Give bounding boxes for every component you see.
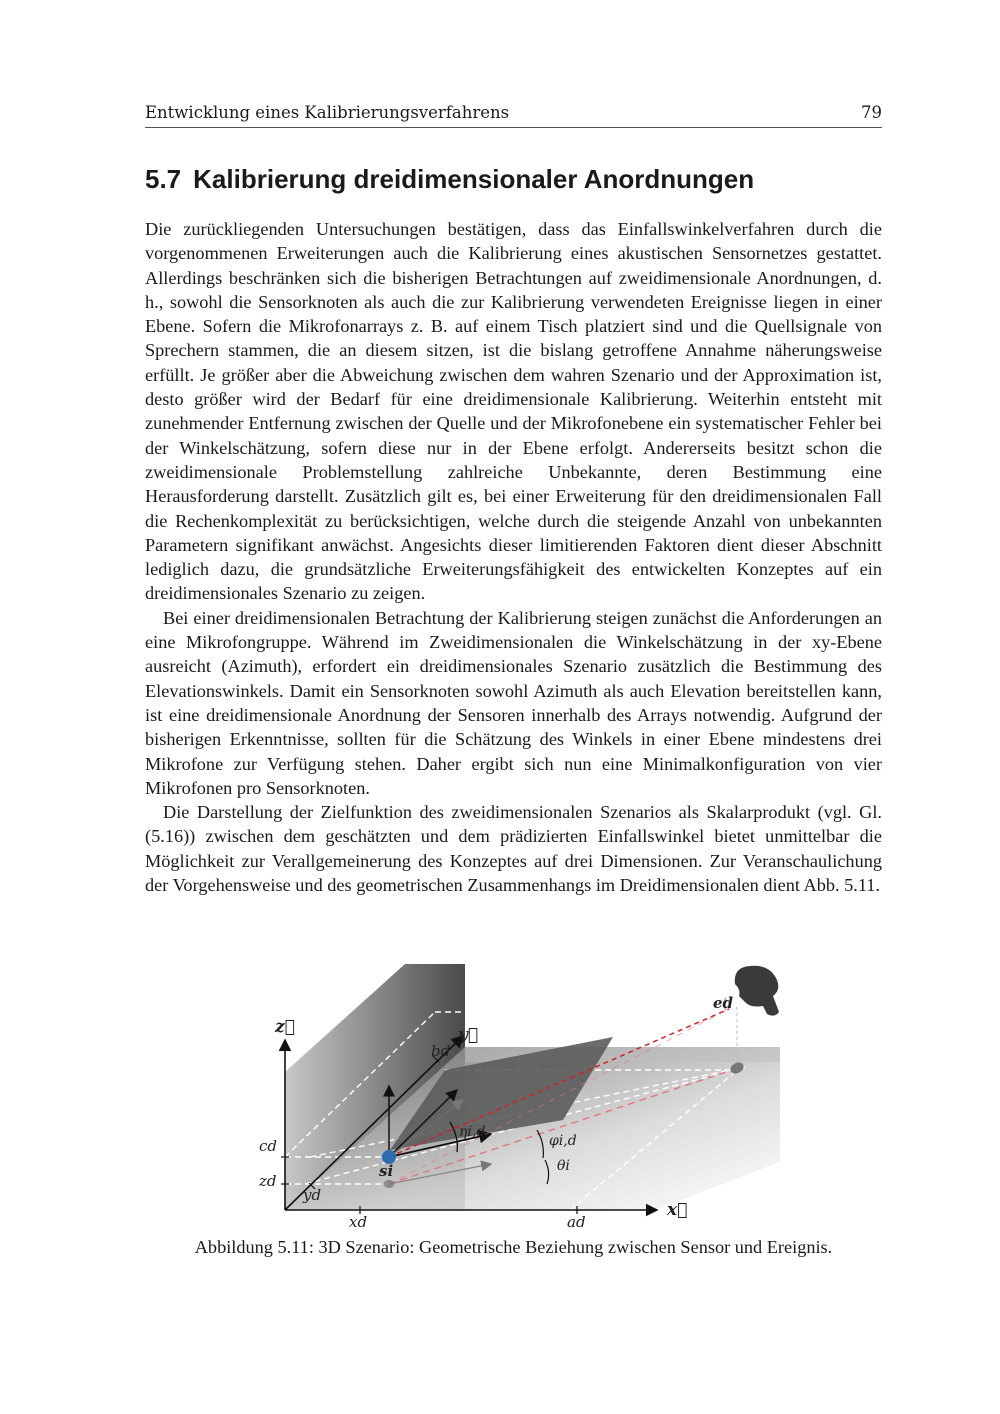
page-number: 79 bbox=[861, 103, 882, 122]
label-x-axis: x⃗ bbox=[667, 1200, 688, 1220]
label-a-d: ad bbox=[567, 1213, 586, 1231]
section-number: 5.7 bbox=[145, 164, 182, 194]
label-y-d: yd bbox=[303, 1186, 322, 1204]
label-s-i: si bbox=[379, 1162, 394, 1180]
paragraph-1: Die zurückliegenden Untersuchungen bestätigen, dass das Einfallswinkelverfahren durch die vorgenommenen Erweiterungen auch die Kalibrierung eines akustischen Sensornetzes gestattet. Allerdings beschränken sich die bisherigen Betrachtungen auf zweidimensionale Anordnungen, d. h., sowohl die Sensorknoten als auch die zur Kalibrierung verwendeten Ereignisse liegen in einer Ebene. Sofern die Mikrofonarrays z. B. auf einem Tisch platziert sind und die Quellsignale von Sprechern stammen, die an diesem sitzen, ist die bislang getroffene Annahme näherungsweise erfüllt. Je größer aber die Abweichung zwischen dem wahren Szenario und der Approximation ist, desto größer wird der Bedarf für eine dreidimensionale Kalibrierung. Weiterhin entsteht mit zunehmender Entfernung zwischen der Quelle und der Mikrofonebene ein systematischer Fehler bei der Winkelschätzung, sofern diese nur in der Ebene erfolgt. Andererseits besitzt schon die zweidimensionale Problemstellung zahlreiche Unbekannte, deren Bestimmung eine Herausforderung darstellt. Zusätzlich gilt es, bei einer Erweiterung für den dreidimensionalen Fall die Rechenkomplexität zu berücksichtigen, welche durch die steigende Anzahl von unbekannten Parametern signifikant anwächst. Angesichts dieser limitierenden Faktoren dient dieser Abschnitt lediglich dazu, die grundsätzliche Erweiterungsfähigkeit des entwickelten Konzeptes auf ein dreidimensionales Szenario zu zeigen. bbox=[145, 219, 882, 604]
label-c-d: cd bbox=[259, 1137, 278, 1155]
sensor-projection bbox=[384, 1180, 394, 1188]
section-title: Kalibrierung dreidimensionaler Anordnungen bbox=[193, 164, 755, 194]
running-title: Entwicklung eines Kalibrierungsverfahrens bbox=[145, 103, 510, 122]
running-header bbox=[145, 101, 882, 128]
label-b-d: bd bbox=[431, 1042, 451, 1060]
label-phi: φi,d bbox=[549, 1133, 577, 1149]
label-eta: ηi,d bbox=[459, 1124, 486, 1140]
label-z-axis: z⃗ bbox=[275, 1017, 295, 1037]
label-y-axis: y⃗ bbox=[458, 1025, 479, 1045]
body-text bbox=[145, 217, 882, 897]
paragraph-2: Bei einer dreidimensionalen Betrachtung der Kalibrierung steigen zunächst die Anforderungen an eine Mikrofongruppe. Während im Zweidimensionalen die Winkelschätzung in der xy-Ebene ausreicht (Azimuth), erfordert ein dreidimensionales Szenario zusätzlich die Bestimmung des Elevationswinkels. Damit ein Sensorknoten sowohl Azimuth als auch Elevation bereitstellen kann, ist eine dreidimensionale Anordnung der Sensoren innerhalb des Arrays notwendig. Aufgrund der bisherigen Erkenntnisse, sollten für die Schätzung des Winkels in einer Ebene mindestens drei Mikrofone zur Verfügung stehen. Daher ergibt sich nun eine Minimalkonfiguration von vier Mikrofonen pro Sensorknoten. bbox=[145, 607, 882, 798]
figure-caption: Abbildung 5.11: 3D Szenario: Geometrische Beziehung zwischen Sensor und Ereignis. bbox=[194, 1237, 833, 1257]
figure-3d-scenario bbox=[245, 962, 805, 1232]
section-heading bbox=[145, 164, 754, 195]
label-e-d: ed bbox=[713, 994, 734, 1012]
label-z-d: zd bbox=[259, 1172, 277, 1190]
label-theta: θi bbox=[557, 1158, 570, 1174]
paragraph-3: Die Darstellung der Zielfunktion des zweidimensionalen Szenarios als Skalarprodukt (vgl. Gl. (5.16)) zwischen dem geschätzten und dem prädizierten Einfallswinkel bietet unmittelbar die Möglichkeit zur Verallgemeinerung des Konzeptes auf drei Dimensionen. Zur Veranschaulichung der Vorgehensweise und des geometrischen Zusammenhangs im Dreidimensionalen dient Abb. 5.11. bbox=[145, 802, 882, 896]
speaker-head-icon bbox=[735, 966, 779, 1016]
label-x-d: xd bbox=[349, 1213, 368, 1231]
figure-diagram bbox=[245, 962, 805, 1232]
